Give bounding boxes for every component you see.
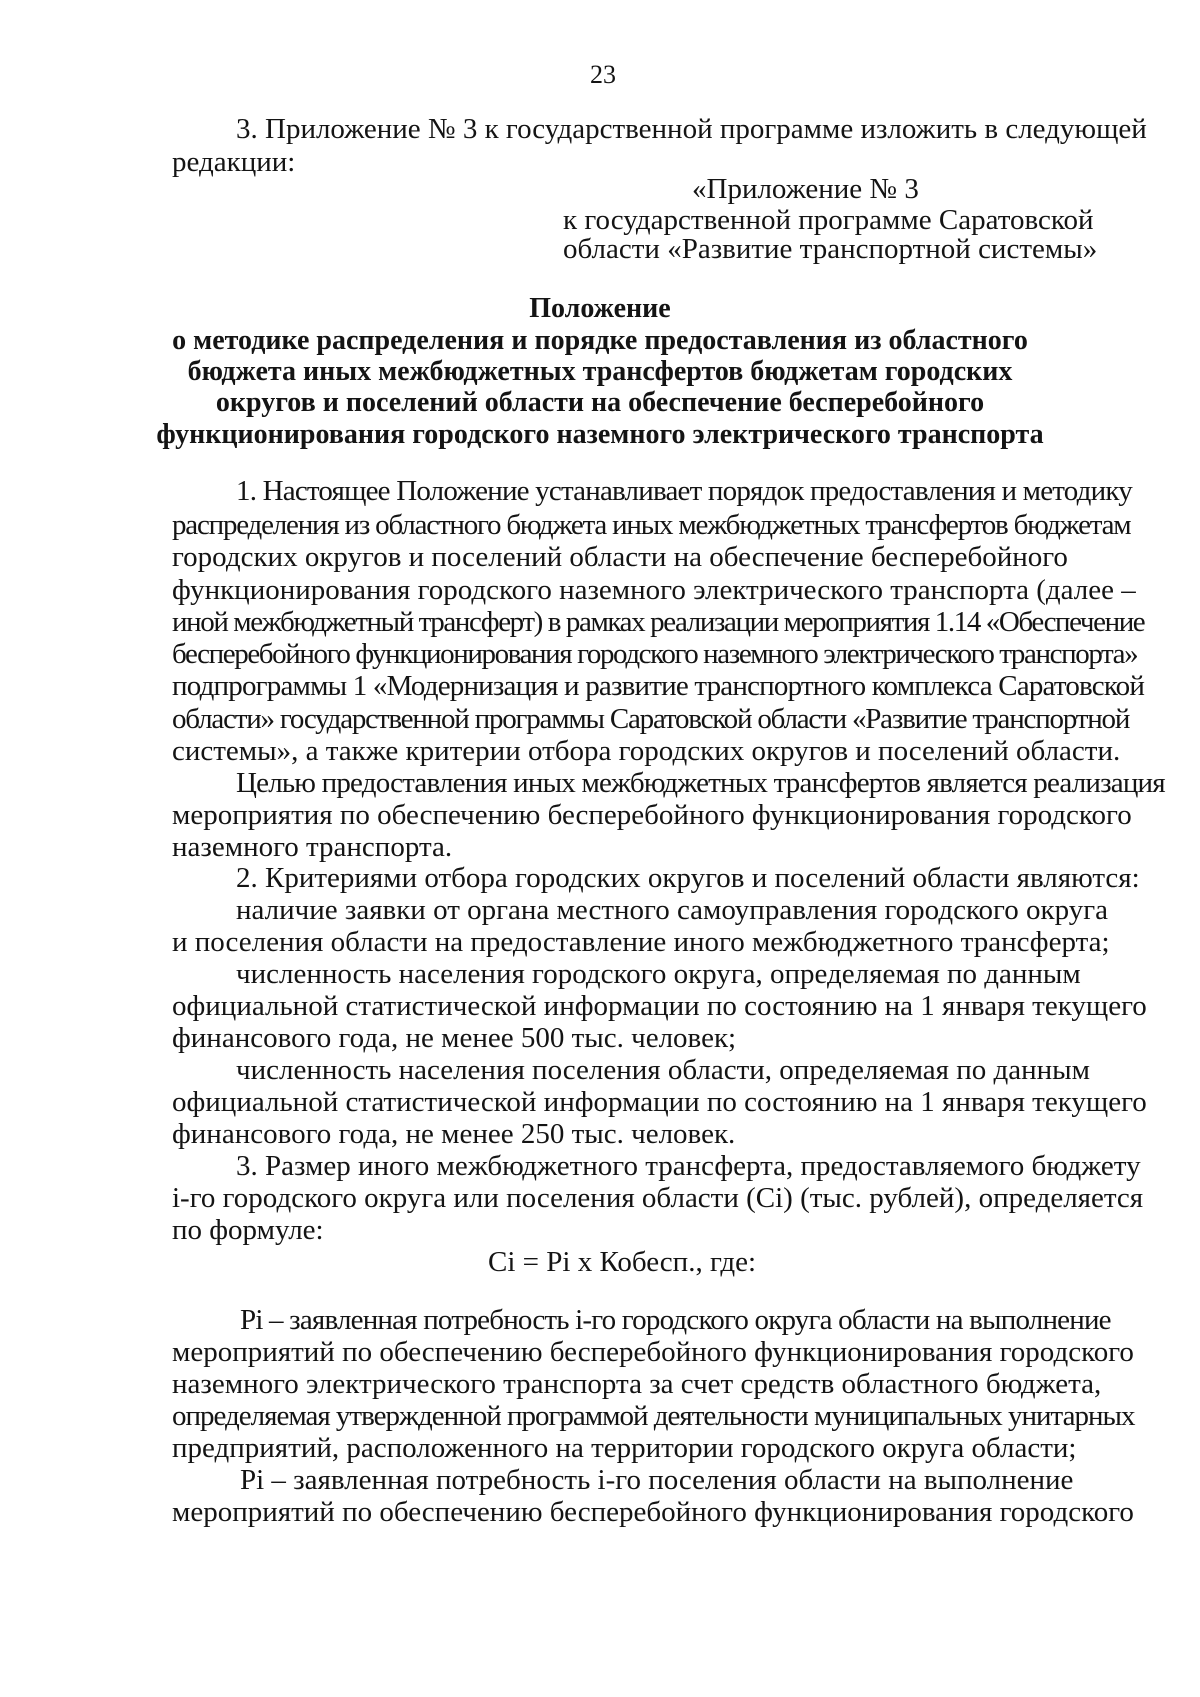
- paragraph-line: наличие заявки от органа местного самоуправления городского округа: [236, 894, 1108, 926]
- paragraph-line: Рi – заявленная потребность i-го городского округа области на выполнение: [240, 1304, 1111, 1336]
- paragraph-line: 2. Критериями отбора городских округов и поселений области являются:: [236, 862, 1140, 894]
- paragraph-line: численность населения поселения области, определяемая по данным: [236, 1054, 1091, 1086]
- paragraph-line: наземного транспорта.: [172, 831, 453, 863]
- paragraph-line: предприятий, расположенного на территории городского округа области;: [172, 1432, 1077, 1464]
- appendix-header-line: области «Развитие транспортной системы»: [563, 233, 1098, 265]
- title-line: о методике распределения и порядке предоставления из областного: [172, 325, 1028, 356]
- title-line: Положение: [529, 293, 671, 324]
- paragraph-line: Рi – заявленная потребность i-го поселения области на выполнение: [240, 1464, 1074, 1496]
- paragraph-line: бесперебойного функционирования городского наземного электрического транспорта»: [172, 638, 1138, 670]
- intro-line: редакции:: [172, 146, 296, 178]
- paragraph-line: функционирования городского наземного электрического транспорта (далее –: [172, 574, 1136, 606]
- paragraph-line: распределения из областного бюджета иных межбюджетных трансфертов бюджетам: [172, 509, 1131, 541]
- title-line: округов и поселений области на обеспечение бесперебойного: [215, 387, 985, 418]
- paragraph-line: официальной статистической информации по состоянию на 1 января текущего: [172, 990, 1147, 1022]
- paragraph-line: городских округов и поселений области на обеспечение бесперебойного: [172, 541, 1068, 573]
- appendix-header-line: к государственной программе Саратовской: [563, 204, 1094, 236]
- paragraph-line: Целью предоставления иных межбюджетных трансфертов является реализация: [236, 767, 1165, 799]
- paragraph-line: финансового года, не менее 250 тыс. человек.: [172, 1118, 736, 1150]
- paragraph-line: определяемая утвержденной программой деятельности муниципальных унитарных: [172, 1400, 1135, 1432]
- paragraph-line: 1. Настоящее Положение устанавливает порядок предоставления и методику: [236, 475, 1132, 507]
- intro-line: 3. Приложение № 3 к государственной программе изложить в следующей: [236, 113, 1147, 145]
- paragraph-line: подпрограммы 1 «Модернизация и развитие транспортного комплекса Саратовской: [172, 670, 1145, 702]
- paragraph-line: i-го городского округа или поселения области (Сi) (тыс. рублей), определяется: [172, 1182, 1144, 1214]
- paragraph-line: иной межбюджетный трансферт) в рамках реализации мероприятия 1.14 «Обеспечение: [172, 606, 1145, 638]
- formula: Сi = Рi х Кобесп., где:: [488, 1246, 757, 1278]
- title-line: функционирования городского наземного электрического транспорта: [156, 419, 1044, 450]
- title-line: бюджета иных межбюджетных трансфертов бюджетам городских: [187, 356, 1013, 387]
- paragraph-line: области» государственной программы Саратовской области «Развитие транспортной: [172, 703, 1130, 735]
- paragraph-line: наземного электрического транспорта за счет средств областного бюджета,: [172, 1368, 1102, 1400]
- paragraph-line: мероприятия по обеспечению бесперебойного функционирования городского: [172, 799, 1132, 831]
- page-number: 23: [590, 60, 616, 89]
- paragraph-line: системы», а также критерии отбора городских округов и поселений области.: [172, 735, 1121, 767]
- paragraph-line: по формуле:: [172, 1214, 324, 1246]
- paragraph-line: численность населения городского округа, определяемая по данным: [236, 958, 1081, 990]
- appendix-header-line: «Приложение № 3: [692, 173, 919, 205]
- paragraph-line: финансового года, не менее 500 тыс. человек;: [172, 1022, 737, 1054]
- paragraph-line: и поселения области на предоставление иного межбюджетного трансферта;: [172, 926, 1110, 958]
- paragraph-line: официальной статистической информации по состоянию на 1 января текущего: [172, 1086, 1147, 1118]
- paragraph-line: 3. Размер иного межбюджетного трансферта, предоставляемого бюджету: [236, 1150, 1141, 1182]
- paragraph-line: мероприятий по обеспечению бесперебойного функционирования городского: [172, 1496, 1134, 1528]
- paragraph-line: мероприятий по обеспечению бесперебойного функционирования городского: [172, 1336, 1134, 1368]
